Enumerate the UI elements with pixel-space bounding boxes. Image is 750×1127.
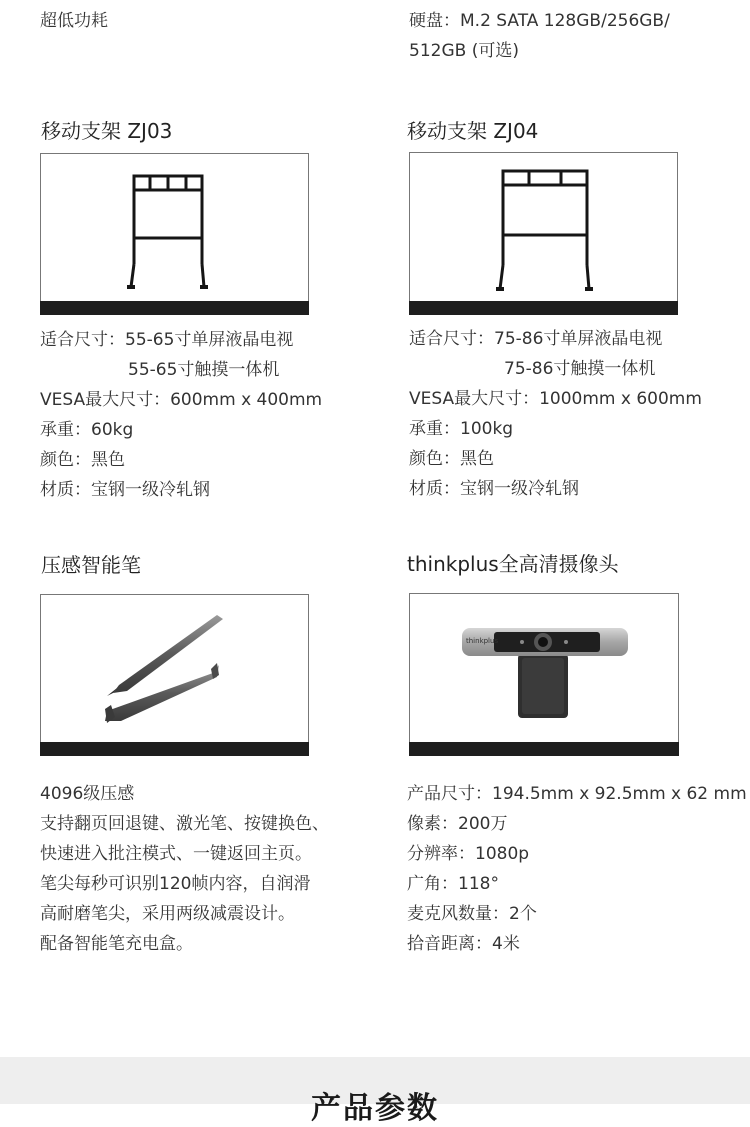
spec-row: 承重：60kg xyxy=(40,420,134,440)
camera-specs xyxy=(407,779,747,959)
zj03-specs xyxy=(40,325,322,505)
spec-row: 颜色：黑色 xyxy=(409,449,494,469)
spec-row: 配备智能笔充电盒。 xyxy=(40,934,193,954)
spec-row: 承重：100kg xyxy=(409,419,514,439)
zj04-image xyxy=(409,152,678,315)
spec-row: 4096级压感 xyxy=(40,784,135,804)
zj04-title: 移动支架 ZJ04 xyxy=(407,119,539,143)
stylus-pen-icon xyxy=(41,595,308,742)
spec-row: 75-86寸触摸一体机 xyxy=(504,359,656,379)
spec-row: 支持翻页回退键、激光笔、按键换色、 xyxy=(40,814,329,834)
section-header-band xyxy=(0,1057,750,1126)
spec-row: 材质：宝钢一级冷轧钢 xyxy=(40,480,210,500)
spec-row: 分辨率：1080p xyxy=(407,844,530,864)
spec-row: 产品尺寸：194.5mm x 92.5mm x 62 mm xyxy=(407,784,747,804)
pen-title: 压感智能笔 xyxy=(41,553,141,577)
spec-row: 高耐磨笔尖，采用两级减震设计。 xyxy=(40,904,295,924)
top-left-text: 超低功耗 xyxy=(40,11,108,31)
spec-row: 适合尺寸：55-65寸单屏液晶电视 xyxy=(40,330,294,350)
spec-row: 材质：宝钢一级冷轧钢 xyxy=(409,479,579,499)
spec-row: 笔尖每秒可识别120帧内容，自润滑 xyxy=(40,874,311,894)
webcam-icon xyxy=(410,594,678,742)
top-right-text-line1: 硬盘：M.2 SATA 128GB/256GB/ xyxy=(409,11,670,31)
section-title: 产品参数 xyxy=(311,1091,439,1126)
top-right-text-line2: 512GB (可选) xyxy=(409,41,519,61)
zj03-image xyxy=(40,153,309,315)
pen-specs xyxy=(40,779,329,959)
spec-row: 55-65寸触摸一体机 xyxy=(128,360,280,380)
spec-row: VESA最大尺寸：1000mm x 600mm xyxy=(409,389,702,409)
stand-icon xyxy=(41,154,308,301)
spec-row: 快速进入批注模式、一键返回主页。 xyxy=(40,844,312,864)
pen-image xyxy=(40,594,309,756)
camera-image xyxy=(409,593,679,756)
camera-title: thinkplus全高清摄像头 xyxy=(407,552,619,576)
spec-row: VESA最大尺寸：600mm x 400mm xyxy=(40,390,323,410)
camera-logo: thinkplus xyxy=(466,637,499,645)
spec-row: 麦克风数量：2个 xyxy=(407,904,537,924)
spec-row: 拾音距离：4米 xyxy=(407,934,520,954)
zj03-title: 移动支架 ZJ03 xyxy=(41,119,173,143)
stand-icon xyxy=(410,153,677,301)
spec-row: 像素：200万 xyxy=(407,814,508,834)
spec-row: 颜色：黑色 xyxy=(40,450,125,470)
spec-row: 适合尺寸：75-86寸单屏液晶电视 xyxy=(409,329,663,349)
zj04-specs xyxy=(409,324,702,504)
spec-row: 广角：118° xyxy=(407,874,499,894)
